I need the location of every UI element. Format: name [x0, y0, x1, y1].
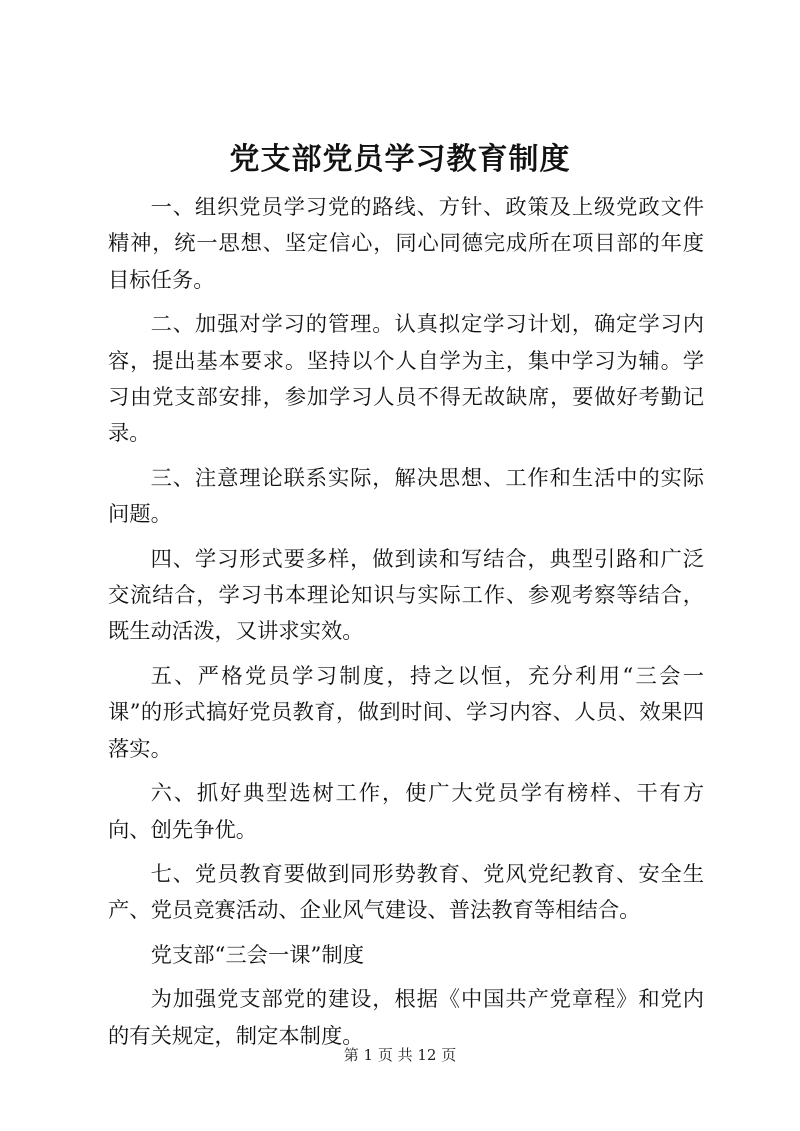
paragraph-2: 二、加强对学习的管理。认真拟定学习计划，确定学习内容，提出基本要求。坚持以个人自学为主，集中学习为辅。学习由党支部安排，参加学习人员不得无故缺席，要做好考勤记录。	[108, 312, 704, 447]
document-body	[108, 190, 704, 1063]
page-number-footer: 第 1 页 共 12 页	[343, 1046, 457, 1064]
paragraph-7: 七、党员教育要做到同形势教育、党风党纪教育、安全生产、党员竞赛活动、企业风气建设、普法教育等相结合。	[108, 861, 704, 924]
paragraph-3: 三、注意理论联系实际，解决思想、工作和生活中的实际问题。	[108, 465, 704, 528]
paragraph-4: 四、学习形式要多样，做到读和写结合，典型引路和广泛交流结合，学习书本理论知识与实际工作、参观考察等结合，既生动活泼，又讲求实效。	[108, 546, 704, 645]
section-heading: 党支部“三会一课”制度	[150, 942, 365, 968]
paragraph-8: 为加强党支部党的建设，根据《中国共产党章程》和党内的有关规定，制定本制度。	[108, 987, 704, 1049]
paragraph-1: 一、组织党员学习党的路线、方针、政策及上级党政文件精神，统一思想、坚定信心，同心同德完成所在项目部的年度目标任务。	[108, 195, 704, 293]
document-title: 党支部党员学习教育制度	[229, 142, 571, 177]
paragraph-6: 六、抓好典型选树工作，使广大党员学有榜样、干有方向、创先争优。	[108, 781, 704, 843]
paragraph-5: 五、严格党员学习制度，持之以恒，充分利用“三会一课”的形式搞好党员教育，做到时间、学习内容、人员、效果四落实。	[108, 663, 704, 762]
